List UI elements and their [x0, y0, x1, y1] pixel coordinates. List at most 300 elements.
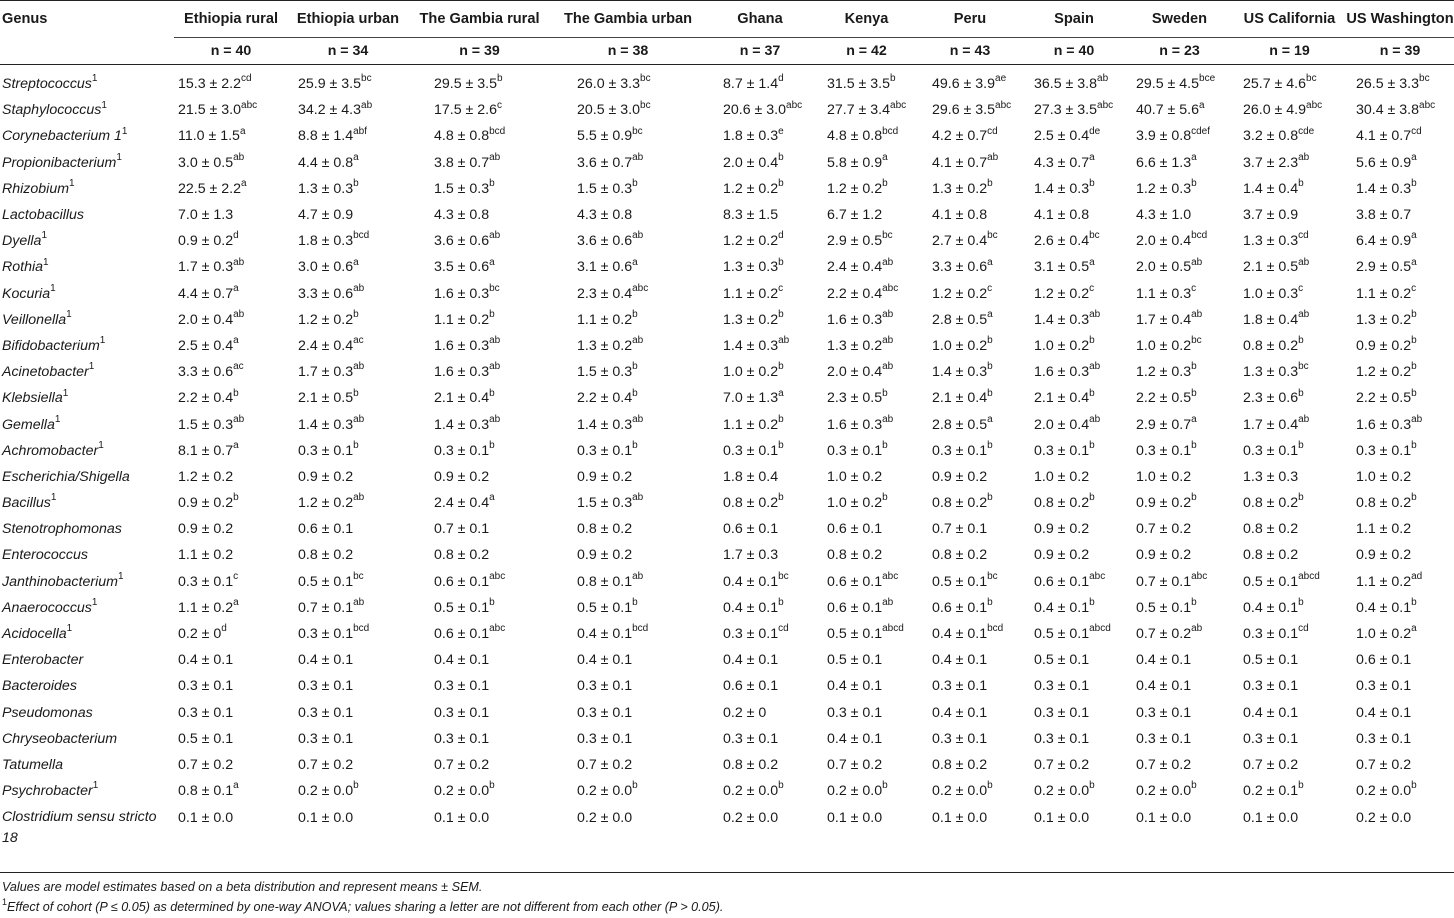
sample-size-label: n = 37	[739, 43, 781, 59]
mean-sem: 0.7 ± 0.2	[577, 756, 633, 773]
significance-letters: b	[987, 178, 993, 190]
footnote-ref: 1	[54, 413, 61, 425]
value-cell	[174, 385, 288, 411]
value-cell	[174, 150, 288, 176]
value-cell	[408, 333, 551, 359]
significance-letters: bc	[1419, 73, 1430, 85]
mean-sem: 0.5 ± 0.1	[434, 599, 490, 616]
significance-letters: a	[241, 178, 247, 190]
mean-sem: 49.6 ± 3.9	[932, 76, 996, 93]
mean-sem: 29.5 ± 3.5	[434, 76, 498, 93]
mean-sem: 0.9 ± 0.2	[178, 233, 234, 250]
value-cell	[551, 542, 705, 568]
mean-sem: 0.3 ± 0.1	[932, 678, 988, 695]
significance-letters: b	[1298, 178, 1304, 190]
value-cell	[408, 516, 551, 542]
genus-name: Acidocella	[2, 626, 67, 643]
genus-cell	[0, 595, 174, 621]
significance-letters: b	[1411, 780, 1417, 792]
genus-cell	[0, 411, 174, 437]
significance-letters: a	[778, 387, 784, 399]
value-cell	[551, 778, 705, 804]
significance-letters: abc	[1306, 99, 1323, 111]
value-cell	[1346, 359, 1454, 385]
value-cell	[1022, 333, 1126, 359]
significance-letters: b	[1191, 178, 1197, 190]
genus-name: Stenotrophomonas	[2, 521, 122, 538]
mean-sem: 0.8 ± 0.2	[827, 547, 883, 564]
value-cell	[1022, 464, 1126, 490]
mean-sem: 0.2 ± 0.0	[1356, 783, 1412, 800]
significance-letters: d	[778, 73, 784, 85]
genus-cell	[0, 700, 174, 726]
mean-sem: 1.6 ± 0.3	[1356, 416, 1412, 433]
value-cell	[918, 752, 1022, 778]
column-sample-size	[1346, 38, 1454, 65]
mean-sem: 1.2 ± 0.2	[1356, 364, 1412, 381]
table-row	[0, 228, 1454, 254]
mean-sem: 1.0 ± 0.3	[1243, 285, 1299, 302]
significance-letters: b	[778, 256, 784, 268]
mean-sem: 31.5 ± 3.5	[827, 76, 891, 93]
value-cell	[174, 752, 288, 778]
mean-sem: 0.3 ± 0.1	[298, 704, 354, 721]
genus-cell	[0, 307, 174, 333]
mean-sem: 0.8 ± 0.2	[1243, 495, 1299, 512]
value-cell	[1346, 569, 1454, 595]
value-cell	[174, 359, 288, 385]
value-cell	[288, 333, 408, 359]
value-cell	[1022, 176, 1126, 202]
mean-sem: 1.3 ± 0.2	[1356, 311, 1412, 328]
footnote-values: Values are model estimates based on a beta distribution and represent means ± SEM.	[2, 880, 483, 894]
mean-sem: 4.1 ± 0.8	[932, 207, 988, 224]
value-cell	[918, 228, 1022, 254]
significance-letters: ab	[1411, 413, 1423, 425]
significance-letters: cd	[1411, 125, 1422, 137]
value-cell	[288, 804, 408, 854]
mean-sem: 1.3 ± 0.3	[1243, 233, 1299, 250]
significance-letters: b	[778, 178, 784, 190]
value-cell	[1346, 464, 1454, 490]
genus-cell	[0, 150, 174, 176]
significance-letters: bc	[778, 570, 789, 582]
value-cell	[705, 569, 815, 595]
mean-sem: 0.2 ± 0.0	[577, 783, 633, 800]
genus-name: Escherichia/Shigella	[2, 468, 130, 485]
genus-name: Psychrobacter	[2, 783, 93, 800]
value-cell	[408, 700, 551, 726]
value-cell	[408, 176, 551, 202]
mean-sem: 0.9 ± 0.2	[178, 495, 234, 512]
mean-sem: 2.3 ± 0.4	[577, 285, 633, 302]
value-cell	[408, 569, 551, 595]
value-cell	[288, 516, 408, 542]
column-sample-size	[288, 38, 408, 65]
mean-sem: 2.5 ± 0.4	[1034, 128, 1090, 145]
significance-letters: bc	[632, 125, 643, 137]
value-cell	[1233, 595, 1346, 621]
mean-sem: 1.4 ± 0.3	[932, 364, 988, 381]
footnote-mark: 1	[2, 896, 8, 907]
significance-letters: b	[778, 492, 784, 504]
value-cell	[815, 673, 918, 699]
value-cell	[1022, 673, 1126, 699]
value-cell	[918, 71, 1022, 97]
mean-sem: 1.3 ± 0.3	[723, 259, 779, 276]
mean-sem: 0.4 ± 0.1	[178, 652, 234, 669]
mean-sem: 6.7 ± 1.2	[827, 207, 883, 224]
mean-sem: 1.4 ± 0.3	[577, 416, 633, 433]
mean-sem: 0.9 ± 0.2	[1356, 337, 1412, 354]
significance-letters: ab	[1191, 623, 1203, 635]
mean-sem: 34.2 ± 4.3	[298, 102, 362, 119]
significance-letters: a	[489, 492, 495, 504]
mean-sem: 4.8 ± 0.8	[827, 128, 883, 145]
significance-letters: bcd	[882, 125, 899, 137]
value-cell	[1022, 359, 1126, 385]
value-cell	[551, 281, 705, 307]
mean-sem: 0.2 ± 0.0	[1136, 783, 1192, 800]
mean-sem: 3.0 ± 0.5	[178, 154, 234, 171]
value-cell	[288, 438, 408, 464]
value-cell	[1346, 411, 1454, 437]
column-header: Ghana	[705, 1, 815, 38]
column-sample-size	[174, 38, 288, 65]
significance-letters: bc	[640, 73, 651, 85]
significance-letters: a	[1411, 256, 1417, 268]
value-cell	[551, 123, 705, 149]
value-cell	[551, 176, 705, 202]
mean-sem: 2.0 ± 0.5	[1136, 259, 1192, 276]
significance-letters: bc	[1298, 361, 1309, 373]
significance-letters: ab	[361, 99, 373, 111]
value-cell	[1346, 176, 1454, 202]
mean-sem: 30.4 ± 3.8	[1356, 102, 1420, 119]
value-cell	[1126, 542, 1233, 568]
mean-sem: 1.0 ± 0.2	[723, 364, 779, 381]
mean-sem: 0.3 ± 0.1	[827, 704, 883, 721]
value-cell	[551, 150, 705, 176]
mean-sem: 0.3 ± 0.1	[577, 678, 633, 695]
column-header: Sweden	[1126, 1, 1233, 38]
significance-letters: b	[882, 780, 888, 792]
value-cell	[1346, 97, 1454, 123]
significance-letters: abc	[632, 282, 649, 294]
value-cell	[705, 726, 815, 752]
value-cell	[1233, 464, 1346, 490]
footnote-ref: 1	[66, 623, 73, 635]
genus-cell	[0, 97, 174, 123]
value-cell	[705, 647, 815, 673]
significance-letters: b	[1089, 335, 1095, 347]
significance-letters: b	[632, 439, 638, 451]
value-cell	[288, 726, 408, 752]
mean-sem: 1.1 ± 0.2	[434, 311, 490, 328]
value-cell	[705, 411, 815, 437]
value-cell	[815, 490, 918, 516]
genus-cell	[0, 281, 174, 307]
mean-sem: 0.1 ± 0.0	[827, 810, 883, 827]
significance-letters: ab	[489, 335, 501, 347]
significance-letters: bc	[882, 230, 893, 242]
mean-sem: 0.7 ± 0.1	[1136, 573, 1192, 590]
column-sample-size	[705, 38, 815, 65]
sample-size-label: n = 38	[607, 43, 649, 59]
mean-sem: 0.3 ± 0.1	[434, 678, 490, 695]
significance-letters: a	[987, 413, 993, 425]
value-cell	[1233, 150, 1346, 176]
significance-letters: b	[489, 780, 495, 792]
value-cell	[1233, 254, 1346, 280]
value-cell	[1126, 621, 1233, 647]
significance-letters: a	[1199, 99, 1205, 111]
value-cell	[174, 333, 288, 359]
mean-sem: 0.1 ± 0.0	[178, 810, 234, 827]
significance-letters: b	[1411, 492, 1417, 504]
value-cell	[1126, 202, 1233, 228]
genus-cell	[0, 123, 174, 149]
value-cell	[918, 700, 1022, 726]
genus-name: Dyella	[2, 233, 42, 250]
value-cell	[1346, 333, 1454, 359]
mean-sem: 3.5 ± 0.6	[434, 259, 490, 276]
mean-sem: 21.5 ± 3.0	[178, 102, 242, 119]
mean-sem: 1.7 ± 0.3	[178, 259, 234, 276]
mean-sem: 1.5 ± 0.3	[577, 364, 633, 381]
table-row	[0, 176, 1454, 202]
value-cell	[551, 752, 705, 778]
value-cell	[408, 464, 551, 490]
value-cell	[1126, 307, 1233, 333]
genus-name: Rothia	[2, 259, 44, 276]
genus-cell	[0, 464, 174, 490]
value-cell	[174, 621, 288, 647]
mean-sem: 0.8 ± 0.2	[723, 495, 779, 512]
value-cell	[918, 464, 1022, 490]
mean-sem: 1.1 ± 0.2	[178, 547, 234, 564]
table-row	[0, 752, 1454, 778]
value-cell	[815, 411, 918, 437]
mean-sem: 0.2 ± 0.0	[298, 783, 354, 800]
table-row	[0, 359, 1454, 385]
significance-letters: c	[233, 570, 239, 582]
column-header: Ethiopia rural	[174, 1, 288, 38]
mean-sem: 0.4 ± 0.1	[932, 704, 988, 721]
table-row	[0, 438, 1454, 464]
value-cell	[551, 97, 705, 123]
value-cell	[174, 411, 288, 437]
significance-letters: ab	[987, 151, 999, 163]
significance-letters: c	[1089, 282, 1095, 294]
significance-letters: a	[1411, 230, 1417, 242]
mean-sem: 0.3 ± 0.1	[723, 730, 779, 747]
value-cell	[1346, 726, 1454, 752]
value-cell	[1233, 647, 1346, 673]
significance-letters: bc	[1089, 230, 1100, 242]
value-cell	[408, 804, 551, 854]
table-row	[0, 700, 1454, 726]
mean-sem: 1.1 ± 0.2	[1356, 573, 1412, 590]
significance-letters: a	[233, 282, 239, 294]
mean-sem: 3.2 ± 0.8	[1243, 128, 1299, 145]
mean-sem: 0.8 ± 0.2	[932, 547, 988, 564]
significance-letters: d	[778, 230, 784, 242]
genus-name: Acinetobacter	[2, 364, 89, 381]
value-cell	[1346, 595, 1454, 621]
table-row	[0, 385, 1454, 411]
value-cell	[288, 647, 408, 673]
mean-sem: 0.7 ± 0.2	[298, 756, 354, 773]
significance-letters: ab	[1191, 309, 1203, 321]
value-cell	[551, 411, 705, 437]
mean-sem: 0.3 ± 0.1	[1243, 730, 1299, 747]
value-cell	[705, 516, 815, 542]
value-cell	[815, 71, 918, 97]
mean-sem: 0.4 ± 0.1	[827, 678, 883, 695]
genus-name: Bacillus	[2, 495, 51, 512]
value-cell	[815, 516, 918, 542]
value-cell	[288, 202, 408, 228]
value-cell	[1233, 804, 1346, 854]
value-cell	[408, 542, 551, 568]
value-cell	[918, 778, 1022, 804]
value-cell	[1022, 621, 1126, 647]
value-cell	[815, 752, 918, 778]
significance-letters: ab	[882, 361, 894, 373]
value-cell	[408, 359, 551, 385]
genus-name: Clostridium sensu stricto 18	[2, 809, 157, 847]
mean-sem: 0.6 ± 0.1	[1034, 573, 1090, 590]
mean-sem: 5.8 ± 0.9	[827, 154, 883, 171]
table-row	[0, 202, 1454, 228]
value-cell	[705, 333, 815, 359]
significance-letters: b	[1411, 309, 1417, 321]
value-cell	[1233, 333, 1346, 359]
mean-sem: 0.9 ± 0.2	[1356, 547, 1412, 564]
significance-letters: abc	[786, 99, 803, 111]
mean-sem: 0.3 ± 0.1	[1034, 442, 1090, 459]
mean-sem: 2.4 ± 0.4	[298, 337, 354, 354]
significance-letters: ab	[1298, 309, 1310, 321]
mean-sem: 2.1 ± 0.5	[1243, 259, 1299, 276]
value-cell	[174, 569, 288, 595]
table-row	[0, 281, 1454, 307]
significance-letters: a	[1089, 256, 1095, 268]
mean-sem: 0.3 ± 0.1	[1034, 678, 1090, 695]
mean-sem: 0.7 ± 0.2	[1136, 756, 1192, 773]
value-cell	[551, 254, 705, 280]
value-cell	[815, 202, 918, 228]
significance-letters: cde	[1298, 125, 1315, 137]
value-cell	[705, 621, 815, 647]
mean-sem: 0.4 ± 0.1	[723, 652, 779, 669]
value-cell	[551, 804, 705, 854]
value-cell	[815, 254, 918, 280]
value-cell	[918, 438, 1022, 464]
column-sample-size	[1233, 38, 1346, 65]
value-cell	[408, 71, 551, 97]
mean-sem: 0.4 ± 0.1	[1243, 704, 1299, 721]
mean-sem: 40.7 ± 5.6	[1136, 102, 1200, 119]
value-cell	[1346, 647, 1454, 673]
mean-sem: 0.8 ± 0.2	[1034, 495, 1090, 512]
mean-sem: 1.2 ± 0.2	[1034, 285, 1090, 302]
significance-letters: c	[1298, 282, 1304, 294]
mean-sem: 6.4 ± 0.9	[1356, 233, 1412, 250]
significance-letters: b	[987, 597, 993, 609]
mean-sem: 3.7 ± 2.3	[1243, 154, 1299, 171]
mean-sem: 0.3 ± 0.1	[298, 678, 354, 695]
genus-name: Lactobacillus	[2, 207, 85, 224]
significance-letters: bcd	[353, 623, 370, 635]
mean-sem: 17.5 ± 2.6	[434, 102, 498, 119]
column-sample-size	[918, 38, 1022, 65]
significance-letters: ab	[1089, 361, 1101, 373]
significance-letters: b	[778, 597, 784, 609]
value-cell	[174, 778, 288, 804]
mean-sem: 7.0 ± 1.3	[178, 207, 234, 224]
mean-sem: 5.5 ± 0.9	[577, 128, 633, 145]
value-cell	[288, 464, 408, 490]
n-row	[0, 38, 1454, 65]
footnote-ref: 1	[92, 780, 99, 792]
mean-sem: 4.1 ± 0.7	[1356, 128, 1412, 145]
value-cell	[408, 411, 551, 437]
mean-sem: 2.4 ± 0.4	[434, 495, 490, 512]
mean-sem: 4.1 ± 0.7	[932, 154, 988, 171]
mean-sem: 0.3 ± 0.1	[932, 730, 988, 747]
value-cell	[174, 516, 288, 542]
value-cell	[1126, 647, 1233, 673]
mean-sem: 2.1 ± 0.5	[298, 390, 354, 407]
significance-letters: abcd	[1089, 623, 1111, 635]
mean-sem: 0.1 ± 0.0	[1243, 810, 1299, 827]
mean-sem: 4.8 ± 0.8	[434, 128, 490, 145]
mean-sem: 0.8 ± 0.2	[723, 756, 779, 773]
significance-letters: ab	[233, 151, 245, 163]
table-row	[0, 647, 1454, 673]
mean-sem: 8.7 ± 1.4	[723, 76, 779, 93]
value-cell	[705, 359, 815, 385]
mean-sem: 0.2 ± 0.0	[932, 783, 988, 800]
significance-letters: a	[882, 151, 888, 163]
mean-sem: 0.4 ± 0.1	[1243, 599, 1299, 616]
value-cell	[1022, 71, 1126, 97]
mean-sem: 0.3 ± 0.1	[1356, 678, 1412, 695]
sample-size-label: n = 39	[459, 43, 500, 59]
value-cell	[705, 202, 815, 228]
value-cell	[1022, 438, 1126, 464]
mean-sem: 2.3 ± 0.5	[827, 390, 883, 407]
significance-letters: b	[1298, 780, 1304, 792]
significance-letters: a	[632, 256, 638, 268]
mean-sem: 0.7 ± 0.1	[298, 599, 354, 616]
significance-letters: ab	[489, 230, 501, 242]
column-header: Peru	[918, 1, 1022, 38]
mean-sem: 1.0 ± 0.2	[1034, 337, 1090, 354]
genus-cell	[0, 673, 174, 699]
mean-sem: 1.3 ± 0.2	[827, 337, 883, 354]
mean-sem: 2.9 ± 0.5	[827, 233, 883, 250]
value-cell	[1126, 700, 1233, 726]
mean-sem: 0.2 ± 0.0	[827, 783, 883, 800]
significance-letters: b	[1089, 178, 1095, 190]
significance-letters: cd	[1298, 623, 1309, 635]
mean-sem: 1.2 ± 0.2	[827, 180, 883, 197]
mean-sem: 0.2 ± 0.0	[1356, 810, 1412, 827]
mean-sem: 0.3 ± 0.1	[298, 626, 354, 643]
